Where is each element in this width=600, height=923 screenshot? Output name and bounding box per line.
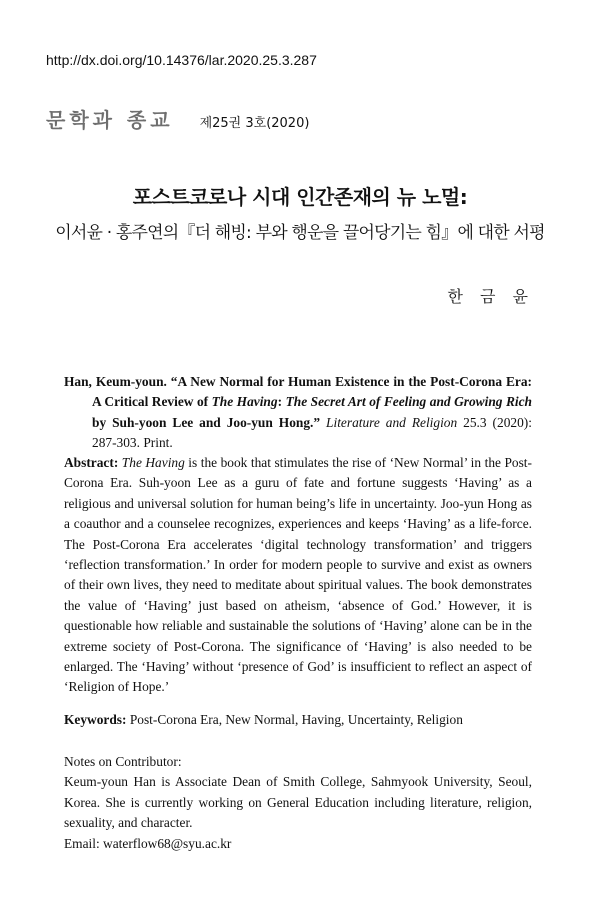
journal-header	[46, 104, 309, 133]
citation-journal: Literature and Religion	[326, 414, 458, 430]
citation-details: 25.3 (2020): 287-303. Print.	[92, 414, 532, 451]
abstract-text: is the book that stimulates the rise of ‘New Normal’ in the Post-Corona Era. Suh-yoon Lee as a guru of fate and fortune suggests ‘Having’ as a religious and universal solution for human being’s life in uncertainty. Joo-yun Hong as a coauthor and a counselee recognizes, experiences and keeps ‘Having’ as a life-force. The Post-Corona Era accelerates ‘digital technology transformation’ and triggers ‘reflection transformation.’ In order for modern people to survive and exist as owners of their own lives, they need to meditate about spiritual values. The book demonstrates the value of ‘Having’ just based on atheism, ‘absence of God.’ However, it is questionable how reliable and sustainable the solutions of ‘Having’ alone can be in the extreme society of Post-Corona. The significance of ‘Having’ is also needed to be enlarged. The ‘Having’ without ‘presence of God’ is insufficient to reflect an aspect of ‘Religion of Hope.’	[64, 455, 532, 695]
keywords	[64, 710, 532, 730]
author-name: 한 금 윤	[447, 287, 534, 306]
citation	[64, 372, 532, 454]
citation-colon: :	[277, 394, 286, 410]
notes-email[interactable]: Email: waterflow68@syu.ac.kr	[64, 835, 232, 851]
abstract-book-title: The Having	[121, 455, 185, 470]
citation-book-subtitle: The Secret Art of Feeling and Growing Rich	[285, 394, 532, 410]
paper-title: 포스트코로나 시대 인간존재의 뉴 노멀:	[132, 185, 468, 209]
abstract	[64, 453, 532, 698]
keywords-text: Post-Corona Era, New Normal, Having, Uncertainty, Religion	[126, 712, 463, 727]
journal-issue: 제25권 3호(2020)	[199, 116, 310, 131]
journal-name: 문학과 종교	[46, 108, 174, 132]
paper-subtitle: 이서윤 · 홍주연의『더 해빙: 부와 행운을 끌어당기는 힘』에 대한 서평	[55, 223, 545, 243]
contributor-notes	[64, 752, 532, 854]
notes-heading: Notes on Contributor:	[64, 754, 182, 769]
keywords-label: Keywords:	[64, 712, 127, 727]
abstract-label: Abstract:	[64, 455, 119, 470]
citation-authors: by Suh-yoon Lee and Joo-yun Hong.”	[92, 414, 321, 430]
doi-link[interactable]: http://dx.doi.org/10.14376/lar.2020.25.3.287	[46, 52, 317, 68]
citation-lead: Han, Keum-youn. “A New Normal for Human Existence in the Post-Corona Era: A Critical Review of	[64, 374, 532, 410]
notes-bio: Keum-youn Han is Associate Dean of Smith College, Sahmyook University, Seoul, Korea. She is currently working on General Education including literature, religion, sexuality, and character.	[64, 774, 532, 831]
citation-book-title: The Having	[211, 394, 278, 410]
